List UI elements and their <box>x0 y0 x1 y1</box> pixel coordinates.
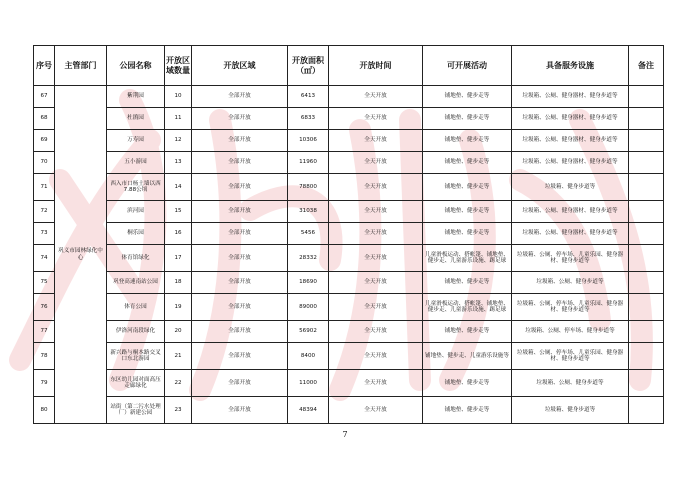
cell-open-time: 全天开放 <box>329 321 423 343</box>
table-row <box>34 201 664 223</box>
table-row <box>34 321 664 343</box>
header-facilities: 具备服务设施 <box>512 46 629 86</box>
cell-activities: 铺地垫、健步走等 <box>423 86 512 108</box>
cell-park-name: 紫荆园 <box>107 86 165 108</box>
cell-seq: 80 <box>34 397 55 424</box>
cell-park-name: 站街（第二污水处理厂）新建公园 <box>107 397 165 424</box>
cell-activities: 铺地垫、健步走等 <box>423 370 512 397</box>
cell-area-count: 19 <box>165 294 192 321</box>
cell-seq: 76 <box>34 294 55 321</box>
cell-area-count: 13 <box>165 152 192 174</box>
cell-remarks <box>629 130 664 152</box>
cell-park-name: 巩登高速南站公园 <box>107 272 165 294</box>
table-row <box>34 86 664 108</box>
cell-remarks <box>629 223 664 245</box>
cell-open-time: 全天开放 <box>329 370 423 397</box>
cell-open-time: 全天开放 <box>329 397 423 424</box>
header-dept: 主管部门 <box>55 46 107 86</box>
cell-activities: 儿童滑板运动、搭帐篷、铺地垫、健步走、儿童游乐设施、踢足球 <box>423 245 512 272</box>
cell-activities: 铺地垫、健步走等 <box>423 174 512 201</box>
table-row <box>34 223 664 245</box>
cell-open-zone: 全部开放 <box>192 201 288 223</box>
header-area-count: 开放区域数量 <box>165 46 192 86</box>
cell-area-count: 10 <box>165 86 192 108</box>
cell-open-time: 全天开放 <box>329 152 423 174</box>
cell-area-count: 20 <box>165 321 192 343</box>
cell-activities: 铺地垫、健步走等 <box>423 321 512 343</box>
cell-remarks <box>629 152 664 174</box>
cell-park-name: 体育馆绿化 <box>107 245 165 272</box>
cell-open-zone: 全部开放 <box>192 343 288 370</box>
table-row <box>34 130 664 152</box>
cell-open-zone: 全部开放 <box>192 130 288 152</box>
cell-open-zone: 全部开放 <box>192 245 288 272</box>
cell-open-zone: 全部开放 <box>192 86 288 108</box>
cell-open-area: 10306 <box>288 130 329 152</box>
cell-area-count: 21 <box>165 343 192 370</box>
cell-park-name: 滨河园 <box>107 201 165 223</box>
table-row <box>34 397 664 424</box>
cell-facilities: 垃圾箱、公厕、停车场、儿童乐园、健身器材、健身步道等 <box>512 245 629 272</box>
header-open-zone: 开放区域 <box>192 46 288 86</box>
cell-remarks <box>629 272 664 294</box>
cell-remarks <box>629 86 664 108</box>
cell-open-time: 全天开放 <box>329 174 423 201</box>
cell-seq: 70 <box>34 152 55 174</box>
cell-open-time: 全天开放 <box>329 245 423 272</box>
cell-open-area: 48394 <box>288 397 329 424</box>
header-open-area: 开放面积（㎡） <box>288 46 329 86</box>
cell-open-area: 6833 <box>288 108 329 130</box>
cell-open-time: 全天开放 <box>329 108 423 130</box>
cell-area-count: 12 <box>165 130 192 152</box>
cell-facilities: 垃圾箱、公厕、健身步道等 <box>512 272 629 294</box>
cell-open-area: 8400 <box>288 343 329 370</box>
cell-facilities: 垃圾箱、健身步道等 <box>512 174 629 201</box>
cell-activities: 铺地垫、健步走等 <box>423 152 512 174</box>
cell-seq: 69 <box>34 130 55 152</box>
cell-seq: 71 <box>34 174 55 201</box>
cell-area-count: 22 <box>165 370 192 397</box>
cell-activities: 铺地垫、健步走等 <box>423 201 512 223</box>
table-row <box>34 370 664 397</box>
cell-seq: 74 <box>34 245 55 272</box>
cell-facilities: 垃圾箱、公厕、健身器材、健身步道等 <box>512 223 629 245</box>
cell-open-area: 11000 <box>288 370 329 397</box>
cell-seq: 73 <box>34 223 55 245</box>
cell-facilities: 垃圾箱、公厕、健身器材、健身步道等 <box>512 86 629 108</box>
cell-activities: 铺地垫、健步走等 <box>423 130 512 152</box>
table-header-row <box>34 46 664 86</box>
cell-seq: 75 <box>34 272 55 294</box>
cell-department: 巩义市园林绿化中心 <box>55 86 107 424</box>
cell-open-zone: 全部开放 <box>192 370 288 397</box>
cell-seq: 72 <box>34 201 55 223</box>
cell-seq: 68 <box>34 108 55 130</box>
cell-open-time: 全天开放 <box>329 343 423 370</box>
table-row <box>34 272 664 294</box>
cell-remarks <box>629 397 664 424</box>
cell-park-name: 西入市口杨土墙以西7.88公顷 <box>107 174 165 201</box>
cell-open-time: 全天开放 <box>329 201 423 223</box>
cell-seq: 79 <box>34 370 55 397</box>
header-activities: 可开展活动 <box>423 46 512 86</box>
cell-area-count: 23 <box>165 397 192 424</box>
table-row <box>34 245 664 272</box>
cell-open-area: 11960 <box>288 152 329 174</box>
cell-area-count: 15 <box>165 201 192 223</box>
cell-facilities: 垃圾箱、公厕、健身器材、健身步道等 <box>512 201 629 223</box>
header-remarks: 备注 <box>629 46 664 86</box>
cell-activities: 铺地垫、健步走、儿童游乐设施等 <box>423 343 512 370</box>
cell-open-area: 18690 <box>288 272 329 294</box>
cell-facilities: 垃圾箱、公厕、停车场、儿童乐园、健身器材、健身步道等 <box>512 294 629 321</box>
header-open-time: 开放时间 <box>329 46 423 86</box>
table-row <box>34 174 664 201</box>
cell-area-count: 14 <box>165 174 192 201</box>
cell-area-count: 18 <box>165 272 192 294</box>
cell-open-area: 78800 <box>288 174 329 201</box>
cell-park-name: 东区幼儿园对面高压走廊绿化 <box>107 370 165 397</box>
cell-seq: 67 <box>34 86 55 108</box>
cell-remarks <box>629 245 664 272</box>
cell-facilities: 垃圾箱、公厕、健身步道等 <box>512 370 629 397</box>
cell-park-name: 五小游园 <box>107 152 165 174</box>
cell-park-name: 新兴路与桐本路交叉口东北游园 <box>107 343 165 370</box>
cell-open-zone: 全部开放 <box>192 152 288 174</box>
cell-open-time: 全天开放 <box>329 130 423 152</box>
header-park-name: 公园名称 <box>107 46 165 86</box>
cell-open-zone: 全部开放 <box>192 174 288 201</box>
table-row <box>34 152 664 174</box>
cell-facilities: 垃圾箱、公厕、健身器材、健身步道等 <box>512 108 629 130</box>
cell-open-zone: 全部开放 <box>192 397 288 424</box>
cell-facilities: 垃圾箱、健身步道等 <box>512 397 629 424</box>
cell-open-zone: 全部开放 <box>192 294 288 321</box>
cell-open-time: 全天开放 <box>329 223 423 245</box>
cell-remarks <box>629 201 664 223</box>
cell-park-name: 桐乐园 <box>107 223 165 245</box>
table-row <box>34 108 664 130</box>
cell-area-count: 17 <box>165 245 192 272</box>
cell-open-zone: 全部开放 <box>192 108 288 130</box>
table-row <box>34 294 664 321</box>
park-opening-table <box>33 45 664 424</box>
cell-open-zone: 全部开放 <box>192 223 288 245</box>
cell-open-time: 全天开放 <box>329 86 423 108</box>
cell-seq: 77 <box>34 321 55 343</box>
cell-activities: 铺地垫、健步走等 <box>423 397 512 424</box>
cell-remarks <box>629 174 664 201</box>
table-row <box>34 343 664 370</box>
cell-remarks <box>629 108 664 130</box>
cell-activities: 铺地垫、健步走等 <box>423 223 512 245</box>
cell-open-area: 6413 <box>288 86 329 108</box>
cell-area-count: 11 <box>165 108 192 130</box>
cell-facilities: 垃圾箱、公厕、健身器材、健身步道等 <box>512 152 629 174</box>
cell-park-name: 杜鹃园 <box>107 108 165 130</box>
cell-remarks <box>629 294 664 321</box>
cell-open-area: 28332 <box>288 245 329 272</box>
page-number: 7 <box>342 430 348 439</box>
cell-area-count: 16 <box>165 223 192 245</box>
cell-remarks <box>629 321 664 343</box>
cell-open-area: 31038 <box>288 201 329 223</box>
cell-facilities: 垃圾箱、公厕、停车场、健身步道等 <box>512 321 629 343</box>
cell-activities: 铺地垫、健步走等 <box>423 108 512 130</box>
cell-activities: 儿童滑板运动、搭帐篷、铺地垫、健步走、儿童游乐设施、踢足球 <box>423 294 512 321</box>
cell-activities: 铺地垫、健步走等 <box>423 272 512 294</box>
cell-open-area: 56902 <box>288 321 329 343</box>
cell-facilities: 垃圾箱、公厕、停车场、儿童乐园、健身器材、健身步道等 <box>512 343 629 370</box>
cell-park-name: 伊洛河南段绿化 <box>107 321 165 343</box>
cell-facilities: 垃圾箱、公厕、健身器材、健身步道等 <box>512 130 629 152</box>
cell-open-zone: 全部开放 <box>192 321 288 343</box>
cell-open-time: 全天开放 <box>329 272 423 294</box>
cell-park-name: 体育公园 <box>107 294 165 321</box>
cell-remarks <box>629 343 664 370</box>
cell-open-time: 全天开放 <box>329 294 423 321</box>
cell-open-area: 5456 <box>288 223 329 245</box>
cell-seq: 78 <box>34 343 55 370</box>
cell-open-zone: 全部开放 <box>192 272 288 294</box>
header-seq: 序号 <box>34 46 55 86</box>
cell-remarks <box>629 370 664 397</box>
cell-park-name: 万寿园 <box>107 130 165 152</box>
cell-open-area: 89000 <box>288 294 329 321</box>
